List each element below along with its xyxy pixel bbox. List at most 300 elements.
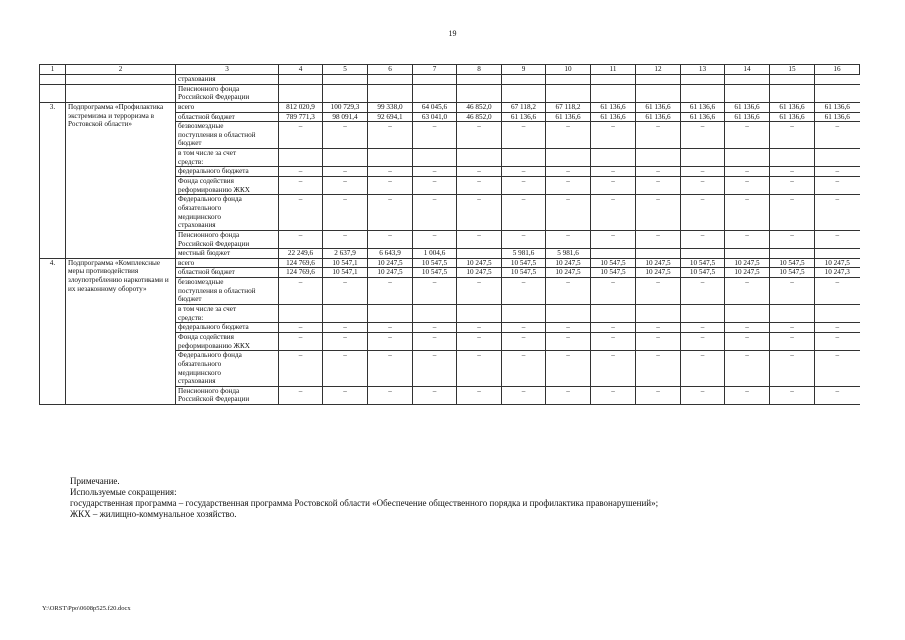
value-cell: – [591, 177, 636, 195]
value-cell: – [457, 177, 502, 195]
budget-table [39, 64, 860, 405]
value-cell: – [457, 278, 502, 305]
value-cell: 10 247,5 [368, 258, 413, 268]
value-cell [725, 305, 770, 323]
row-number-cell [40, 84, 66, 102]
value-cell: 10 547,5 [591, 258, 636, 268]
subprogram-name-cell [66, 84, 176, 102]
value-cell: 10 547,5 [770, 268, 815, 278]
funding-source-cell [176, 351, 279, 387]
page-number: 19 [448, 29, 457, 38]
value-cell: – [457, 351, 502, 387]
value-cell: 67 118,2 [546, 102, 591, 112]
value-cell [815, 305, 860, 323]
value-cell [457, 75, 502, 85]
value-cell [279, 149, 323, 167]
funding-source-line: Пенсионного фонда [178, 230, 240, 239]
value-cell: – [546, 195, 591, 231]
value-cell: 98 091,4 [323, 112, 368, 122]
header-cell: 16 [815, 65, 860, 75]
value-cell: – [546, 351, 591, 387]
value-cell: 61 136,6 [681, 112, 725, 122]
value-cell [636, 75, 681, 85]
value-cell: – [368, 323, 413, 333]
value-cell: – [323, 177, 368, 195]
funding-source-line: Федерального фонда [178, 195, 242, 204]
value-cell: – [413, 351, 457, 387]
value-cell: – [591, 195, 636, 231]
value-cell: 789 771,3 [279, 112, 323, 122]
value-cell [770, 249, 815, 259]
value-cell: – [502, 122, 546, 149]
value-cell: 61 136,6 [546, 112, 591, 122]
value-cell: 61 136,6 [815, 102, 860, 112]
funding-source-cell [176, 177, 279, 195]
value-cell [323, 305, 368, 323]
value-cell: – [546, 332, 591, 350]
value-cell: – [279, 351, 323, 387]
value-cell: – [725, 323, 770, 333]
value-cell: – [546, 386, 591, 404]
value-cell [368, 305, 413, 323]
funding-source-line: медицинского [178, 368, 221, 377]
value-cell: – [770, 122, 815, 149]
value-cell: 10 247,5 [546, 268, 591, 278]
value-cell: – [413, 332, 457, 350]
value-cell [502, 305, 546, 323]
funding-source-cell [176, 386, 279, 404]
value-cell: – [368, 195, 413, 231]
value-cell: – [413, 177, 457, 195]
value-cell: – [815, 332, 860, 350]
header-cell: 12 [636, 65, 681, 75]
value-cell [546, 84, 591, 102]
value-cell: – [323, 332, 368, 350]
value-cell [502, 149, 546, 167]
value-cell: – [546, 230, 591, 248]
value-cell [591, 305, 636, 323]
value-cell: – [815, 122, 860, 149]
value-cell: – [413, 195, 457, 231]
value-cell: 10 247,5 [546, 258, 591, 268]
value-cell: – [591, 351, 636, 387]
funding-source-cell [176, 75, 279, 85]
funding-source-cell [176, 167, 279, 177]
value-cell: – [591, 230, 636, 248]
value-cell: – [546, 278, 591, 305]
value-cell: – [457, 386, 502, 404]
value-cell [546, 149, 591, 167]
value-cell: – [770, 195, 815, 231]
value-cell: – [636, 332, 681, 350]
value-cell [591, 84, 636, 102]
funding-source-cell [176, 323, 279, 333]
value-cell: – [725, 177, 770, 195]
value-cell [279, 84, 323, 102]
value-cell: – [770, 230, 815, 248]
value-cell: – [770, 177, 815, 195]
value-cell: 10 247,5 [725, 258, 770, 268]
value-cell [770, 305, 815, 323]
value-cell [725, 75, 770, 85]
value-cell: 10 547,5 [681, 268, 725, 278]
value-cell [636, 149, 681, 167]
funding-source-cell [176, 249, 279, 259]
file-path: Y:\ORST\Ppo\0608p525.f20.docx [42, 605, 131, 612]
value-cell [368, 149, 413, 167]
value-cell: – [279, 195, 323, 231]
value-cell: – [368, 386, 413, 404]
value-cell: – [770, 332, 815, 350]
value-cell [457, 305, 502, 323]
value-cell: 10 547,5 [681, 258, 725, 268]
value-cell: 10 547,5 [502, 258, 546, 268]
value-cell: – [457, 230, 502, 248]
value-cell [681, 305, 725, 323]
value-cell: – [681, 230, 725, 248]
funding-source-line: Пенсионного фонда [178, 84, 240, 93]
value-cell [502, 75, 546, 85]
note-block [70, 476, 658, 520]
value-cell: – [413, 230, 457, 248]
value-cell: – [457, 122, 502, 149]
value-cell: – [279, 386, 323, 404]
value-cell: – [323, 323, 368, 333]
value-cell: – [279, 278, 323, 305]
funding-source-line: областной бюджет [178, 268, 235, 277]
value-cell: 22 249,6 [279, 249, 323, 259]
funding-source-line: Российской Федерации [178, 93, 250, 102]
table-row [40, 258, 860, 268]
value-cell: – [636, 386, 681, 404]
value-cell: 124 769,6 [279, 258, 323, 268]
value-cell: – [591, 386, 636, 404]
value-cell: 61 136,6 [636, 102, 681, 112]
value-cell [725, 84, 770, 102]
funding-source-line: всего [178, 102, 195, 111]
value-cell: – [413, 386, 457, 404]
value-cell [681, 149, 725, 167]
table-row [40, 75, 860, 85]
funding-source-line: Российской Федерации [178, 239, 250, 248]
row-number-cell: 4. [40, 258, 66, 404]
value-cell: – [279, 323, 323, 333]
value-cell: 2 637,9 [323, 249, 368, 259]
value-cell: – [636, 230, 681, 248]
header-cell: 5 [323, 65, 368, 75]
table-header-row [40, 65, 860, 75]
value-cell: – [725, 195, 770, 231]
value-cell: 99 338,0 [368, 102, 413, 112]
value-cell: – [279, 122, 323, 149]
value-cell: – [279, 332, 323, 350]
funding-source-line: Фонда содействия [178, 332, 234, 341]
value-cell: – [725, 351, 770, 387]
value-cell: – [502, 323, 546, 333]
value-cell: – [681, 332, 725, 350]
row-number-cell [40, 75, 66, 85]
value-cell: – [323, 230, 368, 248]
value-cell: – [681, 278, 725, 305]
value-cell: 61 136,6 [770, 112, 815, 122]
funding-source-line: безвозмездные [178, 278, 224, 287]
funding-source-line: реформированию ЖКХ [178, 185, 250, 194]
value-cell: – [636, 278, 681, 305]
funding-source-line: средств: [178, 157, 204, 166]
value-cell: – [681, 177, 725, 195]
value-cell: – [770, 323, 815, 333]
value-cell: 92 694,1 [368, 112, 413, 122]
value-cell [681, 75, 725, 85]
value-cell [279, 305, 323, 323]
value-cell: – [279, 177, 323, 195]
value-cell: – [368, 122, 413, 149]
value-cell: – [815, 386, 860, 404]
funding-source-line: страхования [178, 221, 216, 230]
value-cell [457, 249, 502, 259]
value-cell: – [279, 167, 323, 177]
value-cell: 10 547,5 [502, 268, 546, 278]
value-cell: – [770, 386, 815, 404]
funding-source-cell [176, 278, 279, 305]
funding-source-line: реформированию ЖКХ [178, 341, 250, 350]
funding-source-line: Пенсионного фонда [178, 386, 240, 395]
value-cell: – [502, 195, 546, 231]
funding-source-line: Федерального фонда [178, 351, 242, 360]
funding-source-cell [176, 332, 279, 350]
value-cell: 10 547,5 [770, 258, 815, 268]
value-cell [413, 149, 457, 167]
value-cell: 1 004,6 [413, 249, 457, 259]
note-title: Примечание. [70, 476, 120, 486]
value-cell: – [457, 167, 502, 177]
value-cell: – [502, 167, 546, 177]
value-cell: – [815, 195, 860, 231]
value-cell: – [368, 332, 413, 350]
value-cell: – [636, 195, 681, 231]
value-cell [413, 84, 457, 102]
value-cell [725, 249, 770, 259]
funding-source-line: Российской Федерации [178, 395, 250, 404]
funding-source-line: медицинского [178, 212, 221, 221]
value-cell: – [413, 323, 457, 333]
value-cell [815, 149, 860, 167]
value-cell: – [502, 230, 546, 248]
value-cell: 124 769,6 [279, 268, 323, 278]
value-cell [725, 149, 770, 167]
value-cell: – [323, 351, 368, 387]
value-cell [636, 249, 681, 259]
header-cell: 11 [591, 65, 636, 75]
value-cell: – [681, 351, 725, 387]
value-cell [413, 305, 457, 323]
value-cell [323, 149, 368, 167]
value-cell: 46 852,0 [457, 112, 502, 122]
value-cell: 10 247,5 [725, 268, 770, 278]
funding-source-line: страхования [178, 75, 216, 83]
value-cell: – [681, 122, 725, 149]
value-cell: – [279, 230, 323, 248]
value-cell: 10 247,3 [815, 268, 860, 278]
value-cell [368, 75, 413, 85]
value-cell: 10 247,5 [457, 258, 502, 268]
value-cell [502, 84, 546, 102]
table-row [40, 84, 860, 102]
value-cell: – [815, 177, 860, 195]
value-cell: – [591, 167, 636, 177]
header-cell: 2 [66, 65, 176, 75]
funding-source-line: поступления в областной [178, 286, 256, 295]
value-cell: 61 136,6 [725, 112, 770, 122]
funding-source-cell [176, 305, 279, 323]
value-cell: 61 136,6 [636, 112, 681, 122]
value-cell [457, 149, 502, 167]
value-cell [815, 75, 860, 85]
table-row [40, 102, 860, 112]
funding-source-line: обязательного [178, 359, 222, 368]
value-cell: – [681, 386, 725, 404]
value-cell: – [502, 386, 546, 404]
value-cell: – [368, 177, 413, 195]
value-cell: – [457, 332, 502, 350]
value-cell: – [636, 351, 681, 387]
value-cell: – [546, 122, 591, 149]
funding-source-cell [176, 122, 279, 149]
funding-source-line: страхования [178, 377, 216, 386]
value-cell: – [323, 278, 368, 305]
value-cell: – [770, 351, 815, 387]
value-cell: – [546, 167, 591, 177]
value-cell [770, 149, 815, 167]
funding-source-line: областной бюджет [178, 112, 235, 121]
value-cell: 61 136,6 [502, 112, 546, 122]
value-cell: – [323, 386, 368, 404]
note-item: ЖКХ – жилищно-коммунальное хозяйство. [70, 509, 237, 519]
value-cell: – [502, 177, 546, 195]
value-cell: – [591, 278, 636, 305]
value-cell: – [368, 278, 413, 305]
value-cell: – [636, 167, 681, 177]
value-cell: – [591, 332, 636, 350]
funding-source-cell [176, 84, 279, 102]
value-cell [770, 84, 815, 102]
value-cell: 5 981,6 [502, 249, 546, 259]
value-cell [413, 75, 457, 85]
value-cell: 61 136,6 [591, 102, 636, 112]
value-cell: 67 118,2 [502, 102, 546, 112]
funding-source-line: бюджет [178, 295, 202, 304]
value-cell: 5 981,6 [546, 249, 591, 259]
value-cell: – [725, 122, 770, 149]
subprogram-name-cell: Подпрограмма «Профилактика экстремизма и терроризма в Ростовской области» [66, 102, 176, 258]
value-cell: – [815, 278, 860, 305]
funding-source-cell [176, 112, 279, 122]
value-cell: – [725, 332, 770, 350]
value-cell: 10 247,5 [636, 268, 681, 278]
value-cell: 10 547,5 [413, 258, 457, 268]
value-cell: – [770, 278, 815, 305]
value-cell: – [725, 167, 770, 177]
funding-source-line: обязательного [178, 203, 222, 212]
value-cell: – [457, 323, 502, 333]
value-cell [815, 249, 860, 259]
value-cell: 10 547,1 [323, 258, 368, 268]
value-cell [546, 75, 591, 85]
value-cell: 100 729,3 [323, 102, 368, 112]
subprogram-name-cell [66, 75, 176, 85]
header-cell: 4 [279, 65, 323, 75]
value-cell [546, 305, 591, 323]
value-cell: 10 247,5 [636, 258, 681, 268]
value-cell: 61 136,6 [815, 112, 860, 122]
header-cell: 6 [368, 65, 413, 75]
value-cell: – [546, 323, 591, 333]
value-cell: 63 041,0 [413, 112, 457, 122]
value-cell: 10 547,5 [591, 268, 636, 278]
value-cell: – [413, 278, 457, 305]
header-cell: 13 [681, 65, 725, 75]
value-cell [636, 305, 681, 323]
header-cell: 10 [546, 65, 591, 75]
value-cell: 6 643,9 [368, 249, 413, 259]
funding-source-line: в том числе за счет [178, 305, 237, 314]
header-cell: 3 [176, 65, 279, 75]
funding-source-cell [176, 258, 279, 268]
value-cell: – [502, 332, 546, 350]
value-cell [681, 249, 725, 259]
value-cell: 10 247,5 [457, 268, 502, 278]
value-cell [368, 84, 413, 102]
funding-source-line: федерального бюджета [178, 167, 249, 176]
value-cell [591, 249, 636, 259]
funding-source-line: безвозмездные [178, 122, 224, 131]
value-cell: – [413, 167, 457, 177]
row-number-cell: 3. [40, 102, 66, 258]
value-cell: 10 547,5 [413, 268, 457, 278]
value-cell: – [413, 122, 457, 149]
funding-source-line: средств: [178, 313, 204, 322]
value-cell: 812 020,9 [279, 102, 323, 112]
value-cell [323, 75, 368, 85]
value-cell: 61 136,6 [591, 112, 636, 122]
header-cell: 7 [413, 65, 457, 75]
value-cell [323, 84, 368, 102]
value-cell: – [502, 351, 546, 387]
value-cell: – [457, 195, 502, 231]
value-cell: – [368, 351, 413, 387]
value-cell: – [502, 278, 546, 305]
value-cell: – [815, 230, 860, 248]
note-subtitle: Используемые сокращения: [70, 487, 177, 497]
value-cell: – [546, 177, 591, 195]
funding-source-line: Фонда содействия [178, 177, 234, 186]
value-cell [770, 75, 815, 85]
value-cell: – [815, 323, 860, 333]
value-cell: – [815, 351, 860, 387]
funding-source-cell [176, 268, 279, 278]
value-cell: 10 247,5 [815, 258, 860, 268]
value-cell: – [725, 386, 770, 404]
value-cell: 61 136,6 [681, 102, 725, 112]
value-cell: 61 136,6 [770, 102, 815, 112]
value-cell: – [591, 122, 636, 149]
value-cell: – [681, 167, 725, 177]
value-cell [815, 84, 860, 102]
value-cell: – [725, 278, 770, 305]
value-cell [636, 84, 681, 102]
value-cell: 10 247,5 [368, 268, 413, 278]
note-item: государственная программа – государственная программа Ростовской области «Обеспечение общественного порядка и профилактика правонарушений»; [70, 498, 659, 508]
